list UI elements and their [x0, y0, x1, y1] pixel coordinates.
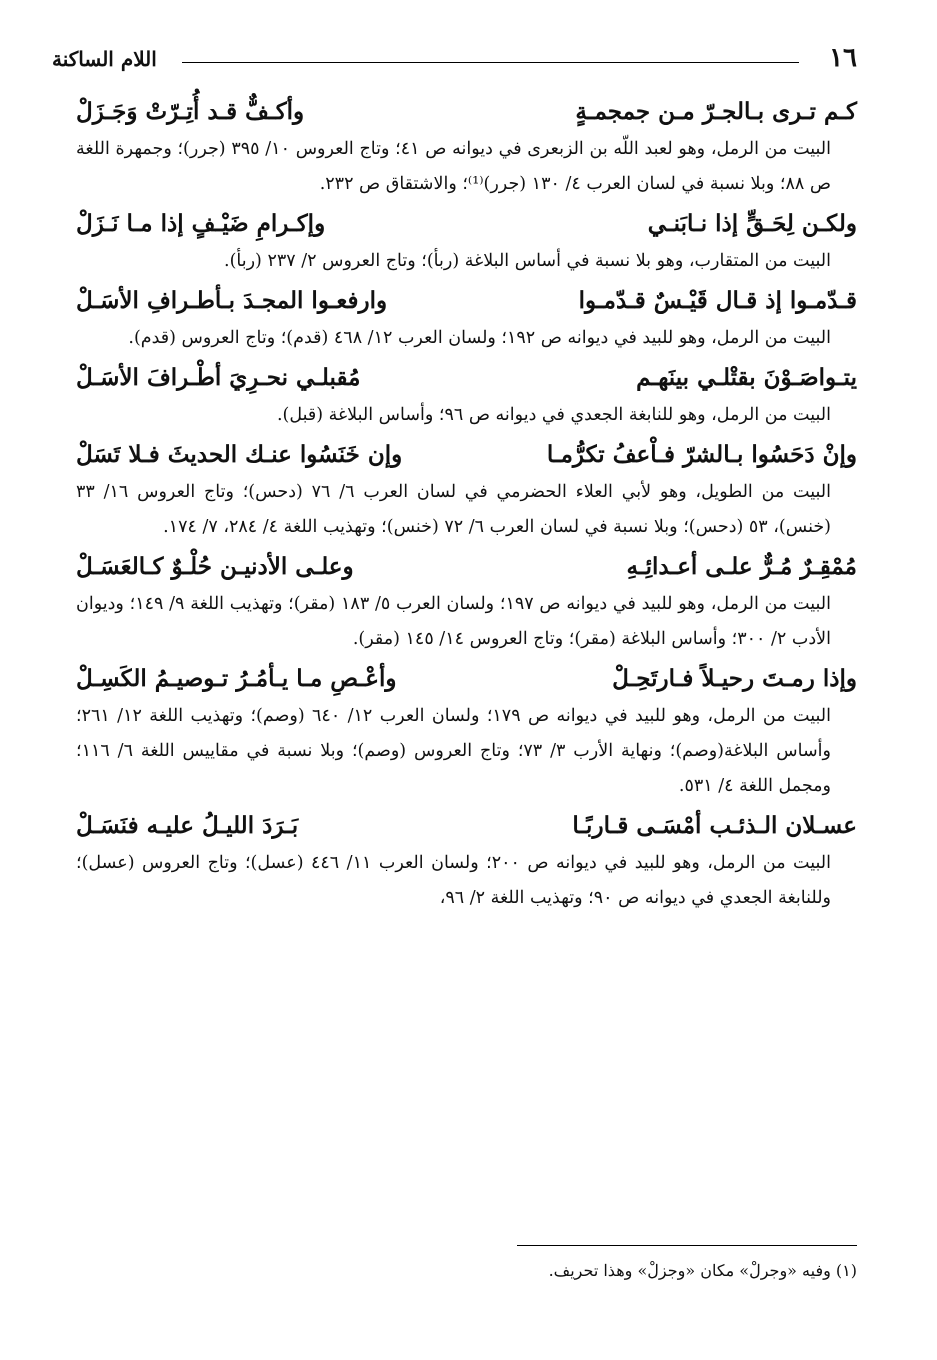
verse-entries: [76, 92, 857, 918]
verse-second-hemistich: وأكـفٌّ قـد أُتِـرّتْ وَجَـزَلْ: [76, 98, 305, 125]
verse-first-hemistich: وإنْ دَحَسُوا بـالشرّ فـاْعفُ تكرُّمـا: [546, 441, 857, 468]
verse-second-hemistich: وأعْـصِ مـا يـأمُـرُ تـوصيـمُ الكَسِـلْ: [76, 665, 397, 692]
verse-commentary: البيت من الرمل، وهو للنابغة الجعدي في ديوانه ص ٩٦؛ وأساس البلاغة (قبل).: [276, 405, 831, 425]
verse-entry: [76, 659, 857, 804]
footnote-rule: [517, 1245, 857, 1246]
verse-commentary: البيت من المتقارب، وهو بلا نسبة في أساس البلاغة (ربأ)؛ وتاج العروس ٢/ ٢٣٧ (ربأ).: [224, 251, 831, 271]
verse-entry: [76, 92, 857, 202]
verse-second-hemistich: بَـرَدَ الليـلُ عليـه فنَسَـلْ: [76, 812, 299, 839]
verse-second-hemistich: مُقبلـي نحـرِيَ أطْـرافَ الأسَـلْ: [76, 364, 361, 391]
verse-first-hemistich: يتـواصَـوْنَ بقتْلـي بينَهـم: [636, 364, 857, 391]
verse-line: [76, 547, 857, 587]
verse-commentary: البيت من الرمل، وهو للبيد في ديوانه ص ١٩٧؛ ولسان العرب ٥/ ١٨٣ (مقر)؛ وتهذيب اللغة ٩/ ١٤٩؛ وديوان الأدب ٢/ ٣٠٠؛ وأساس البلاغة (مقر)؛ وتاج العروس ١٤/ ١٤٥ (مقر).: [76, 594, 831, 649]
verse-entry: [76, 281, 857, 356]
verse-line: [76, 358, 857, 398]
verse-commentary: البيت من الرمل، وهو لعبد اللّه بن الزبعرى في ديوانه ص ٤١؛ وتاج العروس ١٠/ ٣٩٥ (جرر)؛ وجمهرة اللغة ص ٨٨؛ وبلا نسبة في لسان العرب ٤/ ١٣٠ (جرر)⁽¹⁾؛ والاشتقاق ص ٢٣٢.: [76, 139, 832, 194]
verse-first-hemistich: مُمْقِـرٌ مُـرٌّ علـى أعـدائِـهِ: [626, 553, 857, 580]
verse-commentary: البيت من الرمل، وهو للبيد في ديوانه ص ١٧٩؛ ولسان العرب ١٢/ ٦٤٠ (وصم)؛ وتهذيب اللغة ١٢/ ٢٦١؛ وأساس البلاغة(وصم)؛ ونهاية الأرب ٣/ ٧٣؛ وتاج العروس (وصم)؛ وبلا نسبة في مقاييس اللغة ٦/ ١١٦؛ ومجمل اللغة ٤/ ٥٣١.: [76, 706, 831, 796]
verse-first-hemistich: ولكـن لِحَـقٍّ إذا نـابَنـي: [647, 210, 857, 237]
verse-entry: [76, 204, 857, 279]
page-header: [52, 40, 857, 80]
running-title: اللام الساكنة: [52, 47, 157, 71]
verse-first-hemistich: كـم تـرى بـالجـرّ مـن جمجمـةٍ: [575, 98, 857, 125]
verse-first-hemistich: عسـلان الـذئـب أمْسَـى قـاربًـا: [572, 812, 857, 839]
verse-second-hemistich: وإن خَنَسُوا عنـك الحديثَ فـلا تَسَلْ: [76, 441, 403, 468]
verse-line: [76, 435, 857, 475]
verse-line: [76, 204, 857, 244]
verse-line: [76, 806, 857, 846]
header-rule: [182, 62, 799, 63]
page-number: ١٦: [829, 43, 857, 73]
verse-first-hemistich: قـدّمـوا إذ قـال قَيْـسٌ قـدّمـوا: [578, 287, 857, 314]
verse-entry: [76, 435, 857, 545]
verse-entry: [76, 358, 857, 433]
verse-commentary: البيت من الرمل، وهو للبيد في ديوانه ص ١٩٢؛ ولسان العرب ١٢/ ٤٦٨ (قدم)؛ وتاج العروس (قدم).: [128, 328, 831, 348]
verse-line: [76, 92, 857, 132]
verse-entry: [76, 806, 857, 916]
verse-line: [76, 281, 857, 321]
verse-commentary: البيت من الطويل، وهو لأبي العلاء الحضرمي في لسان العرب ٦/ ٧٦ (دحس)؛ وتاج العروس ١٦/ ٣٣ (خنس)، ٥٣ (دحس)؛ وبلا نسبة في لسان العرب ٦/ ٧٢ (خنس)؛ وتهذيب اللغة ٤/ ٢٨٤، ٧/ ١٧٤.: [76, 482, 831, 537]
verse-entry: [76, 547, 857, 657]
verse-second-hemistich: وإكـرامِ ضَيْـفٍ إذا مـا نَـزَلْ: [76, 210, 326, 237]
verse-second-hemistich: وعلـى الأدنيـن حُلْـوٌ كـالعَسَـلْ: [76, 553, 354, 580]
verse-second-hemistich: وارفعـوا المجـدَ بـأطـرافِ الأسَـلْ: [76, 287, 388, 314]
verse-commentary: البيت من الرمل، وهو للبيد في ديوانه ص ٢٠٠؛ ولسان العرب ١١/ ٤٤٦ (عسل)؛ وتاج العروس (عسل)؛ وللنابغة الجعدي في ديوانه ص ٩٠؛ وتهذيب اللغة ٢/ ٩٦،: [76, 853, 831, 908]
verse-first-hemistich: وإذا رمـتَ رحيـلاً فـارتَحِـلْ: [612, 665, 857, 692]
footnote: (١) وفيه «وجرلْ» مكان «وجزلْ» وهذا تحريف.: [548, 1261, 857, 1280]
verse-line: [76, 659, 857, 699]
